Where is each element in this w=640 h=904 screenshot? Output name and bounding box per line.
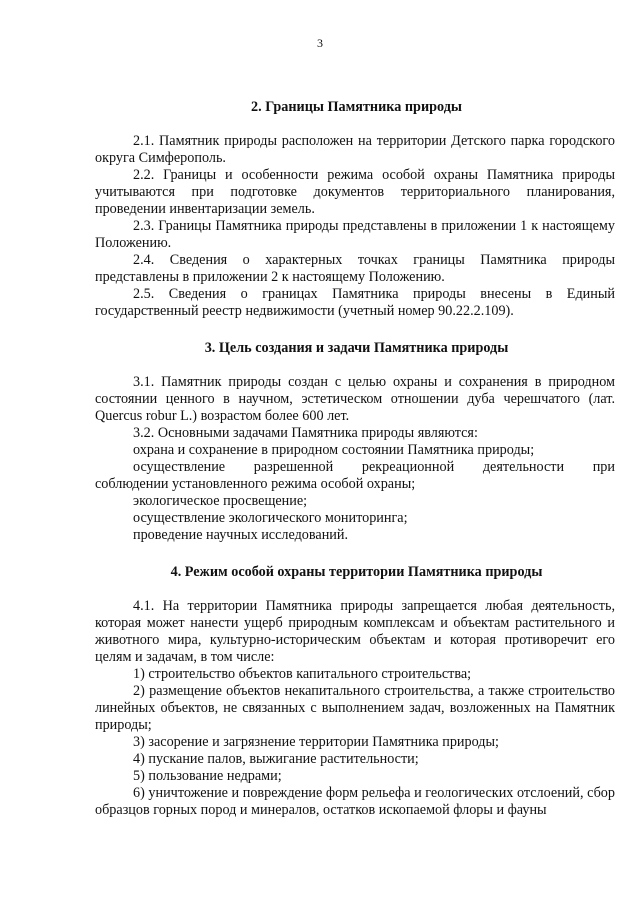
paragraph-2-2: 2.2. Границы и особенности режима особой охраны Памятника природы учитываются при подготовке документов территориального планирования, проведении инвентаризации земель. <box>95 167 615 217</box>
paragraph-2-3: 2.3. Границы Памятника природы представлены в приложении 1 к настоящему Положению. <box>95 218 615 251</box>
task-item: охрана и сохранение в природном состоянии Памятника природы; <box>133 442 535 458</box>
prohibition-item: 5) пользование недрами; <box>133 768 282 784</box>
paragraph-2-5: 2.5. Сведения о границах Памятника природы внесены в Единый государственный реестр недвижимости (учетный номер 90.22.2.109). <box>95 286 615 319</box>
paragraph-3-1: 3.1. Памятник природы создан с целью охраны и сохранения в природном состоянии ценного в научном, эстетическом отношении дуба черешчатого (лат. Quercus robur L.) возрастом более 600 лет. <box>95 374 615 424</box>
paragraph-3-2: 3.2. Основными задачами Памятника природы являются: <box>133 425 478 441</box>
prohibition-item: 3) засорение и загрязнение территории Памятника природы; <box>133 734 499 750</box>
task-item-continuation: соблюдении установленного режима особой охраны; <box>95 476 416 492</box>
section-2-heading: 2. Границы Памятника природы <box>251 99 462 115</box>
paragraph-2-1: 2.1. Памятник природы расположен на территории Детского парка городского округа Симферополь. <box>95 133 615 166</box>
prohibition-item: 2) размещение объектов некапитального строительства, а также строительство линейных объектов, не связанных с выполнением задач, возложенных на Памятник природы; <box>95 683 615 733</box>
task-item: экологическое просвещение; <box>133 493 308 509</box>
page-number: 3 <box>317 36 323 50</box>
paragraph-4-1: 4.1. На территории Памятника природы запрещается любая деятельность, которая может нанести ущерб природным комплексам и объектам растительного и животного мира, культурно-историческим объектам и которая противоречит его целям и задачам, в том числе: <box>95 598 615 665</box>
section-3-heading: 3. Цель создания и задачи Памятника природы <box>204 340 509 356</box>
task-item: осуществление разрешенной рекреационной деятельности при <box>133 459 615 475</box>
prohibition-item: 6) уничтожение и повреждение форм рельефа и геологических отслоений, сбор образцов горных пород и минералов, остатков ископаемой флоры и фауны <box>95 785 615 818</box>
task-item: осуществление экологического мониторинга; <box>133 510 408 526</box>
prohibition-item: 1) строительство объектов капитального строительства; <box>133 666 472 682</box>
task-item: проведение научных исследований. <box>133 527 349 543</box>
paragraph-2-4: 2.4. Сведения о характерных точках границы Памятника природы представлены в приложении 2 к настоящему Положению. <box>95 252 615 285</box>
section-4-heading: 4. Режим особой охраны территории Памятника природы <box>170 564 543 580</box>
prohibition-item: 4) пускание палов, выжигание растительности; <box>133 751 419 767</box>
